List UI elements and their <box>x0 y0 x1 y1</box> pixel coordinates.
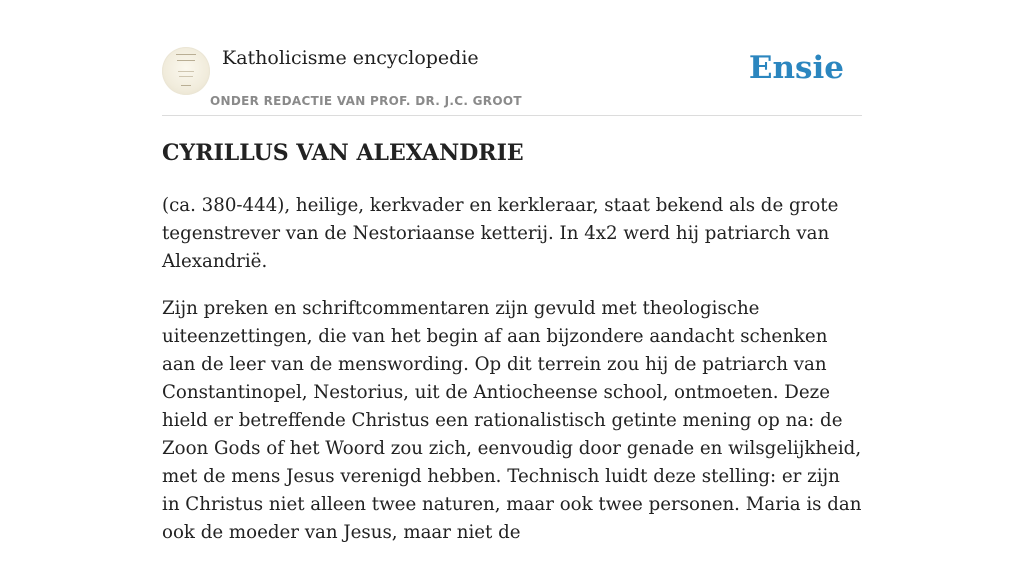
article-title: CYRILLUS VAN ALEXANDRIE <box>162 140 524 166</box>
article-body <box>162 192 862 566</box>
encyclopedia-header <box>162 40 862 116</box>
ensie-logo[interactable]: Ensie <box>748 50 844 86</box>
cover-decoration <box>179 76 193 77</box>
cover-decoration <box>178 71 194 72</box>
cover-decoration <box>176 54 196 55</box>
article-paragraph: Zijn preken en schriftcommentaren zijn gevuld met theologische uiteenzettingen, die van het begin af aan bijzondere aandacht schenken aan de leer van de menswording. Op dit terrein zou hij de patriarch van Constantinopel, Nestorius, uit de Antiocheense school, ontmoeten. Deze hield er betreffende Christus een rationalistisch getinte mening op na: de Zoon Gods of het Woord zou zich, eenvoudig door genade en wilsgelijkheid, met de mens Jesus verenigd hebben. Technisch luidt deze stelling: er zijn in Christus niet alleen twee naturen, maar ook twee personen. Maria is dan ook de moeder van Jesus, maar niet de <box>162 298 862 543</box>
encyclopedia-cover-image[interactable] <box>162 47 210 95</box>
editor-credit: ONDER REDACTIE VAN PROF. DR. J.C. GROOT <box>210 94 522 108</box>
cover-decoration <box>177 60 195 61</box>
cover-decoration <box>181 85 191 86</box>
article-paragraph: (ca. 380-444), heilige, kerkvader en kerkleraar, staat bekend als de grote tegenstrever van de Nestoriaanse ketterij. In 4x2 werd hij patriarch van Alexandrië. <box>162 195 839 272</box>
encyclopedia-title[interactable]: Katholicisme encyclopedie <box>222 47 479 69</box>
